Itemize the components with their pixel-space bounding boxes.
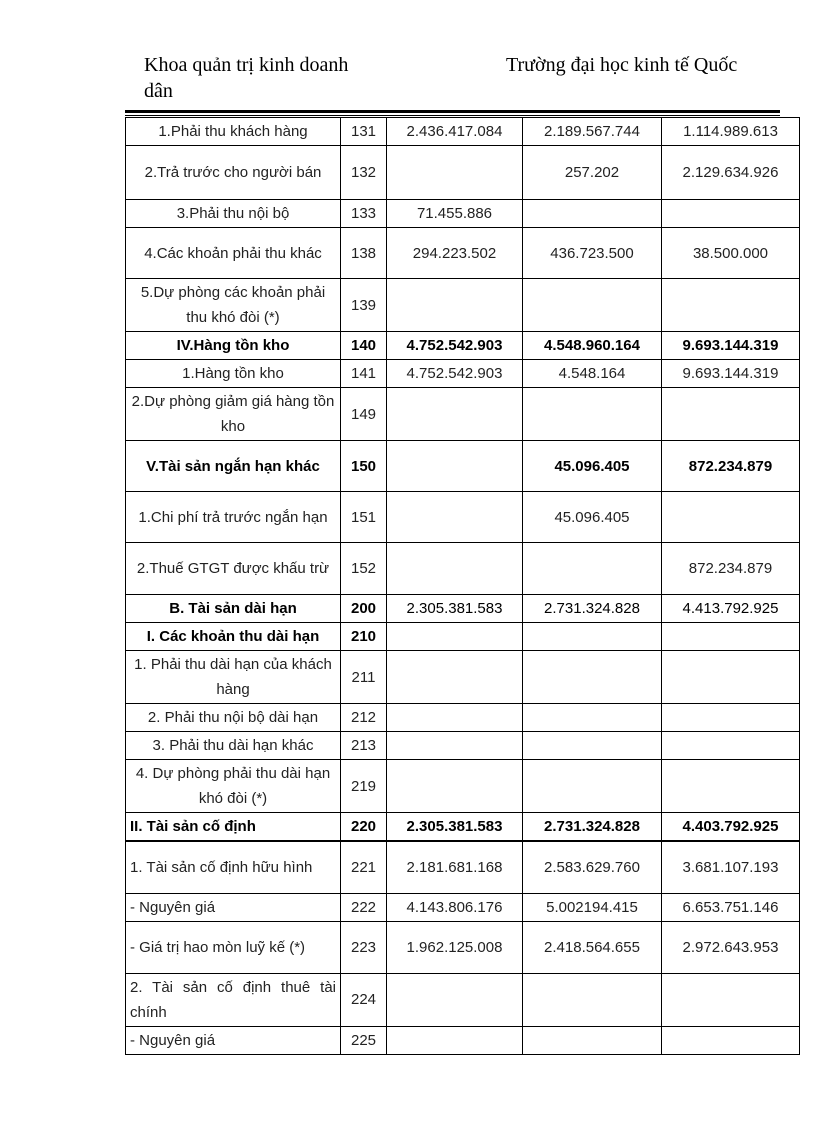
row-value-2: 2.731.324.828 bbox=[523, 595, 662, 623]
row-label: - Nguyên giá bbox=[126, 893, 341, 921]
row-value-2 bbox=[523, 200, 662, 228]
balance-sheet-table bbox=[125, 117, 800, 1055]
header-rule bbox=[125, 110, 780, 116]
row-code: 219 bbox=[341, 760, 387, 813]
row-value-3: 872.234.879 bbox=[662, 441, 800, 492]
table-row bbox=[126, 441, 800, 492]
row-code: 225 bbox=[341, 1026, 387, 1054]
row-code: 133 bbox=[341, 200, 387, 228]
table-row bbox=[126, 360, 800, 388]
row-value-3: 4.403.792.925 bbox=[662, 813, 800, 842]
row-value-1: 294.223.502 bbox=[387, 228, 523, 279]
row-label: 4.Các khoản phải thu khác bbox=[126, 228, 341, 279]
row-value-1: 4.752.542.903 bbox=[387, 360, 523, 388]
row-code: 224 bbox=[341, 973, 387, 1026]
table-row bbox=[126, 200, 800, 228]
row-value-2 bbox=[523, 1026, 662, 1054]
row-label: 2.Dự phòng giảm giá hàng tồn kho bbox=[126, 388, 341, 441]
row-value-1 bbox=[387, 388, 523, 441]
header-university: Trường đại học kinh tế Quốc bbox=[506, 54, 738, 76]
row-value-1 bbox=[387, 973, 523, 1026]
row-label: - Nguyên giá bbox=[126, 1026, 341, 1054]
row-label: 2.Trả trước cho người bán bbox=[126, 146, 341, 200]
row-value-3 bbox=[662, 623, 800, 651]
row-code: 132 bbox=[341, 146, 387, 200]
row-value-2: 5.002194.415 bbox=[523, 893, 662, 921]
table-row bbox=[126, 279, 800, 332]
row-label: 4. Dự phòng phải thu dài hạn khó đòi (*) bbox=[126, 760, 341, 813]
table-row bbox=[126, 760, 800, 813]
table-row bbox=[126, 732, 800, 760]
row-value-3 bbox=[662, 200, 800, 228]
table-row bbox=[126, 1026, 800, 1054]
row-code: 210 bbox=[341, 623, 387, 651]
row-value-2: 2.418.564.655 bbox=[523, 921, 662, 973]
table-row bbox=[126, 921, 800, 973]
row-value-1 bbox=[387, 732, 523, 760]
row-value-1 bbox=[387, 623, 523, 651]
row-value-3: 38.500.000 bbox=[662, 228, 800, 279]
row-label: 2.Thuế GTGT được khấu trừ bbox=[126, 543, 341, 595]
table-row bbox=[126, 623, 800, 651]
table-row bbox=[126, 332, 800, 360]
table-row bbox=[126, 813, 800, 842]
table-row bbox=[126, 973, 800, 1026]
row-value-3: 2.972.643.953 bbox=[662, 921, 800, 973]
row-value-3 bbox=[662, 1026, 800, 1054]
row-label: 3.Phải thu nội bộ bbox=[126, 200, 341, 228]
row-value-2: 2.189.567.744 bbox=[523, 118, 662, 146]
row-label: 1. Phải thu dài hạn của khách hàng bbox=[126, 651, 341, 704]
table-row bbox=[126, 841, 800, 893]
row-value-3 bbox=[662, 760, 800, 813]
row-code: 138 bbox=[341, 228, 387, 279]
table-row bbox=[126, 595, 800, 623]
table-row bbox=[126, 893, 800, 921]
row-value-3 bbox=[662, 732, 800, 760]
row-value-1 bbox=[387, 760, 523, 813]
table-row bbox=[126, 388, 800, 441]
row-code: 151 bbox=[341, 492, 387, 543]
table-row bbox=[126, 146, 800, 200]
header-faculty: Khoa quản trị kinh doanh bbox=[144, 54, 349, 76]
header-continuation: dân bbox=[144, 80, 173, 102]
row-label: 3. Phải thu dài hạn khác bbox=[126, 732, 341, 760]
table-row bbox=[126, 492, 800, 543]
row-value-2: 436.723.500 bbox=[523, 228, 662, 279]
row-code: 139 bbox=[341, 279, 387, 332]
row-label: I. Các khoản thu dài hạn bbox=[126, 623, 341, 651]
row-label: 1.Chi phí trả trước ngắn hạn bbox=[126, 492, 341, 543]
row-label: 1.Phải thu khách hàng bbox=[126, 118, 341, 146]
row-code: 222 bbox=[341, 893, 387, 921]
row-code: 212 bbox=[341, 704, 387, 732]
row-value-1 bbox=[387, 543, 523, 595]
row-value-2: 257.202 bbox=[523, 146, 662, 200]
table-row bbox=[126, 543, 800, 595]
row-value-3 bbox=[662, 704, 800, 732]
row-value-2 bbox=[523, 704, 662, 732]
row-label: IV.Hàng tồn kho bbox=[126, 332, 341, 360]
table-body bbox=[126, 118, 800, 1055]
row-label: 1.Hàng tồn kho bbox=[126, 360, 341, 388]
row-value-1 bbox=[387, 441, 523, 492]
row-value-3: 9.693.144.319 bbox=[662, 332, 800, 360]
row-value-1 bbox=[387, 146, 523, 200]
row-value-1: 2.305.381.583 bbox=[387, 595, 523, 623]
row-code: 131 bbox=[341, 118, 387, 146]
row-value-2: 2.583.629.760 bbox=[523, 841, 662, 893]
row-code: 213 bbox=[341, 732, 387, 760]
row-value-2 bbox=[523, 760, 662, 813]
row-value-2 bbox=[523, 651, 662, 704]
row-label: 1. Tài sản cố định hữu hình bbox=[126, 841, 341, 893]
row-label: V.Tài sản ngắn hạn khác bbox=[126, 441, 341, 492]
row-code: 141 bbox=[341, 360, 387, 388]
row-label: 5.Dự phòng các khoản phải thu khó đòi (*) bbox=[126, 279, 341, 332]
row-value-3: 6.653.751.146 bbox=[662, 893, 800, 921]
row-label: 2. Tài sản cố định thuê tài chính bbox=[126, 973, 341, 1026]
row-code: 220 bbox=[341, 813, 387, 842]
row-value-2 bbox=[523, 279, 662, 332]
row-label: 2. Phải thu nội bộ dài hạn bbox=[126, 704, 341, 732]
row-value-2: 4.548.960.164 bbox=[523, 332, 662, 360]
row-value-1 bbox=[387, 279, 523, 332]
row-value-3: 3.681.107.193 bbox=[662, 841, 800, 893]
table-row bbox=[126, 118, 800, 146]
row-label: - Giá trị hao mòn luỹ kế (*) bbox=[126, 921, 341, 973]
row-value-2 bbox=[523, 543, 662, 595]
row-value-2 bbox=[523, 388, 662, 441]
row-code: 200 bbox=[341, 595, 387, 623]
row-value-1 bbox=[387, 704, 523, 732]
row-value-2 bbox=[523, 732, 662, 760]
row-value-2: 45.096.405 bbox=[523, 492, 662, 543]
row-value-3 bbox=[662, 492, 800, 543]
row-value-2: 45.096.405 bbox=[523, 441, 662, 492]
row-value-3: 9.693.144.319 bbox=[662, 360, 800, 388]
row-value-1: 4.143.806.176 bbox=[387, 893, 523, 921]
row-label: B. Tài sản dài hạn bbox=[126, 595, 341, 623]
row-code: 223 bbox=[341, 921, 387, 973]
row-code: 150 bbox=[341, 441, 387, 492]
row-value-2: 4.548.164 bbox=[523, 360, 662, 388]
table-row bbox=[126, 228, 800, 279]
row-value-1: 4.752.542.903 bbox=[387, 332, 523, 360]
row-value-1: 2.305.381.583 bbox=[387, 813, 523, 842]
row-value-1 bbox=[387, 492, 523, 543]
row-value-1 bbox=[387, 651, 523, 704]
row-value-3 bbox=[662, 388, 800, 441]
table-row bbox=[126, 651, 800, 704]
row-code: 140 bbox=[341, 332, 387, 360]
row-code: 149 bbox=[341, 388, 387, 441]
row-value-2: 2.731.324.828 bbox=[523, 813, 662, 842]
row-value-2 bbox=[523, 973, 662, 1026]
row-value-1: 2.436.417.084 bbox=[387, 118, 523, 146]
table-row bbox=[126, 704, 800, 732]
row-code: 221 bbox=[341, 841, 387, 893]
row-value-3: 4.413.792.925 bbox=[662, 595, 800, 623]
row-value-3: 872.234.879 bbox=[662, 543, 800, 595]
row-value-1 bbox=[387, 1026, 523, 1054]
row-value-1: 1.962.125.008 bbox=[387, 921, 523, 973]
row-label: II. Tài sản cố định bbox=[126, 813, 341, 842]
row-value-3 bbox=[662, 651, 800, 704]
row-value-3 bbox=[662, 973, 800, 1026]
row-value-2 bbox=[523, 623, 662, 651]
row-value-1: 71.455.886 bbox=[387, 200, 523, 228]
row-value-3 bbox=[662, 279, 800, 332]
row-code: 211 bbox=[341, 651, 387, 704]
row-value-1: 2.181.681.168 bbox=[387, 841, 523, 893]
row-code: 152 bbox=[341, 543, 387, 595]
row-value-3: 2.129.634.926 bbox=[662, 146, 800, 200]
row-value-3: 1.114.989.613 bbox=[662, 118, 800, 146]
